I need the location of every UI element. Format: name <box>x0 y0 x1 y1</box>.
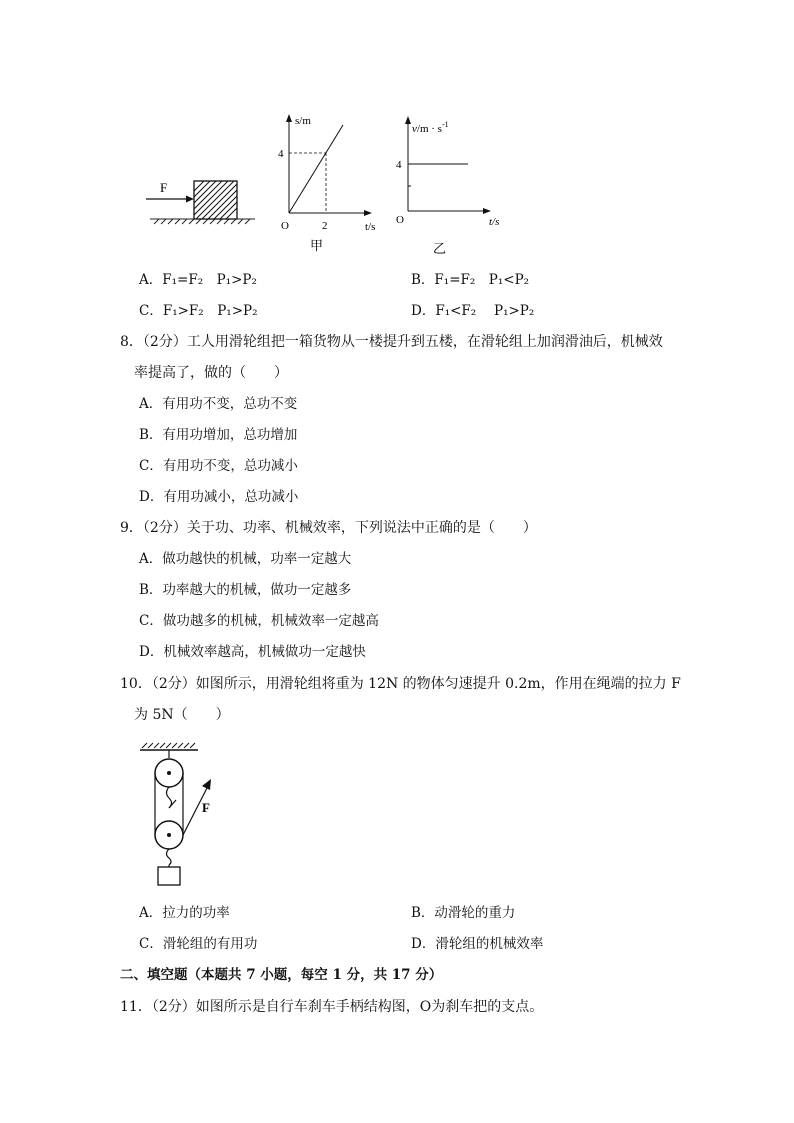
ceiling <box>140 743 198 750</box>
figure-pulley-system <box>138 738 228 890</box>
q9-option-b[interactable]: B．功率越大的机械，做功一定越多 <box>139 582 352 598</box>
q10-stem-line1: 10．（2分）如图所示，用滑轮组将重为 12N 的物体匀速提升 0.2m，作用在绳端的拉力 F <box>120 676 681 692</box>
q8-option-b[interactable]: B．有用功增加，总功增加 <box>139 427 298 443</box>
pulley-force-label: F <box>202 800 210 815</box>
force-label: F <box>160 180 168 195</box>
q8-option-a[interactable]: A．有用功不变，总功不变 <box>139 396 298 412</box>
graph-v-t-xlabel: t/s <box>489 216 500 228</box>
q8-option-d[interactable]: D．有用功减小，总功减小 <box>139 489 299 505</box>
q8-option-c[interactable]: C．有用功不变，总功减小 <box>139 458 298 474</box>
force-arrow <box>146 180 194 203</box>
fixed-pulley <box>155 759 183 787</box>
figure-force-graphs <box>140 108 520 258</box>
q7-option-d[interactable]: D．F₁<F₂ P₁>P₂ <box>411 303 535 319</box>
graph-s-t-origin: O <box>281 220 289 232</box>
q10-stem-line2: 为 5N（ ） <box>134 707 230 723</box>
q10-option-d[interactable]: D．滑轮组的机械效率 <box>411 936 544 952</box>
q10-option-c[interactable]: C．滑轮组的有用功 <box>139 936 258 952</box>
graph-s-t-ylabel: s/m <box>295 115 311 127</box>
q7-option-c[interactable]: C．F₁>F₂ P₁>P₂ <box>139 303 258 319</box>
graph-v-t-origin: O <box>396 214 404 226</box>
q11-stem: 11．（2分）如图所示是自行车刹车手柄结构图，O为刹车把的支点。 <box>120 999 544 1015</box>
q8-stem-line1: 8．（2分）工人用滑轮组把一箱货物从一楼提升到五楼，在滑轮组上加润滑油后，机械效 <box>120 334 663 350</box>
q9-option-c[interactable]: C．做功越多的机械，机械效率一定越高 <box>139 613 379 629</box>
graph-s-t <box>278 114 375 253</box>
q10-option-a[interactable]: A．拉力的功率 <box>139 905 230 921</box>
hatched-block <box>166 181 264 219</box>
graph-v-t <box>396 116 499 256</box>
graph-s-t-caption: 甲 <box>310 238 324 253</box>
graph-s-t-line <box>289 125 343 213</box>
graph-v-t-ylabel: $v/m \cdot s^{-1}$ <box>412 120 449 135</box>
q7-option-a[interactable]: A．F₁=F₂ P₁>P₂ <box>139 272 257 288</box>
graph-s-t-xtick: 2 <box>322 220 328 232</box>
weight-block <box>158 867 180 885</box>
graph-s-t-xlabel: t/s <box>365 221 376 233</box>
section-title-fill-in: 二、填空题（本题共 7 小题，每空 1 分，共 17 分） <box>120 967 443 983</box>
graph-v-t-ytick: 4 <box>396 159 402 171</box>
graph-v-t-caption: 乙 <box>433 241 447 256</box>
moving-pulley <box>155 821 183 849</box>
q9-option-a[interactable]: A．做功越快的机械，功率一定越大 <box>139 551 352 567</box>
q10-option-b[interactable]: B．动滑轮的重力 <box>411 905 516 921</box>
q8-stem-line2: 率提高了，做的（ ） <box>134 365 288 381</box>
q9-option-d[interactable]: D．机械效率越高，机械做功一定越快 <box>139 644 366 660</box>
q9-stem: 9．（2分）关于功、功率、机械效率，下列说法中正确的是（ ） <box>120 520 537 536</box>
q7-option-b[interactable]: B．F₁=F₂ P₁<P₂ <box>411 272 530 288</box>
graph-s-t-ytick: 4 <box>278 148 284 160</box>
ground <box>150 219 255 224</box>
